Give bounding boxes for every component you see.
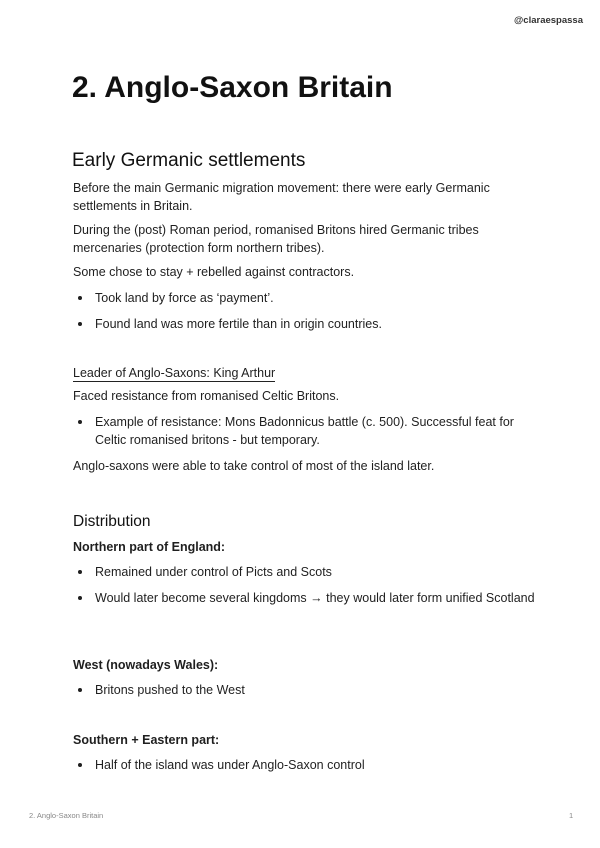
page-number: 1 xyxy=(569,811,574,820)
west-label: West (nowadays Wales): xyxy=(73,658,219,672)
page-title: 2. Anglo-Saxon Britain xyxy=(72,71,393,104)
list-item: Took land by force as ‘payment’. xyxy=(95,289,535,307)
paragraph: Before the main Germanic migration movement: there were early Germanic settlements in Britain. xyxy=(73,181,490,213)
paragraph: Anglo-saxons were able to take control of most of the island later. xyxy=(73,459,435,473)
list-item: Half of the island was under Anglo-Saxon control xyxy=(95,756,535,774)
north-label: Northern part of England: xyxy=(73,540,226,554)
list-item: Example of resistance: Mons Badonnicus battle (c. 500). Successful feat for Celtic romanised britons - but temporary. xyxy=(95,413,535,449)
list-item: Would later become several kingdoms → they would later form unified Scotland xyxy=(95,591,535,605)
footer-title: 2. Anglo-Saxon Britain xyxy=(29,811,104,820)
section-heading-distribution: Distribution xyxy=(73,513,151,530)
paragraph: Some chose to stay + rebelled against contractors. xyxy=(73,265,355,279)
paragraph: Faced resistance from romanised Celtic Britons. xyxy=(73,389,340,403)
author-watermark: @claraespassa xyxy=(514,15,583,26)
leader-text: Leader of Anglo-Saxons: King Arthur xyxy=(73,366,276,380)
paragraph: During the (post) Roman period, romanised Britons hired Germanic tribes mercenaries (protection form northern tribes). xyxy=(73,223,479,255)
section-heading-early: Early Germanic settlements xyxy=(72,150,306,171)
south-label: Southern + Eastern part: xyxy=(73,733,220,747)
list-item: Remained under control of Picts and Scots xyxy=(95,563,535,581)
leader-subheading xyxy=(73,364,275,382)
list-item: Britons pushed to the West xyxy=(95,681,535,699)
list-item: Found land was more fertile than in origin countries. xyxy=(95,315,535,333)
